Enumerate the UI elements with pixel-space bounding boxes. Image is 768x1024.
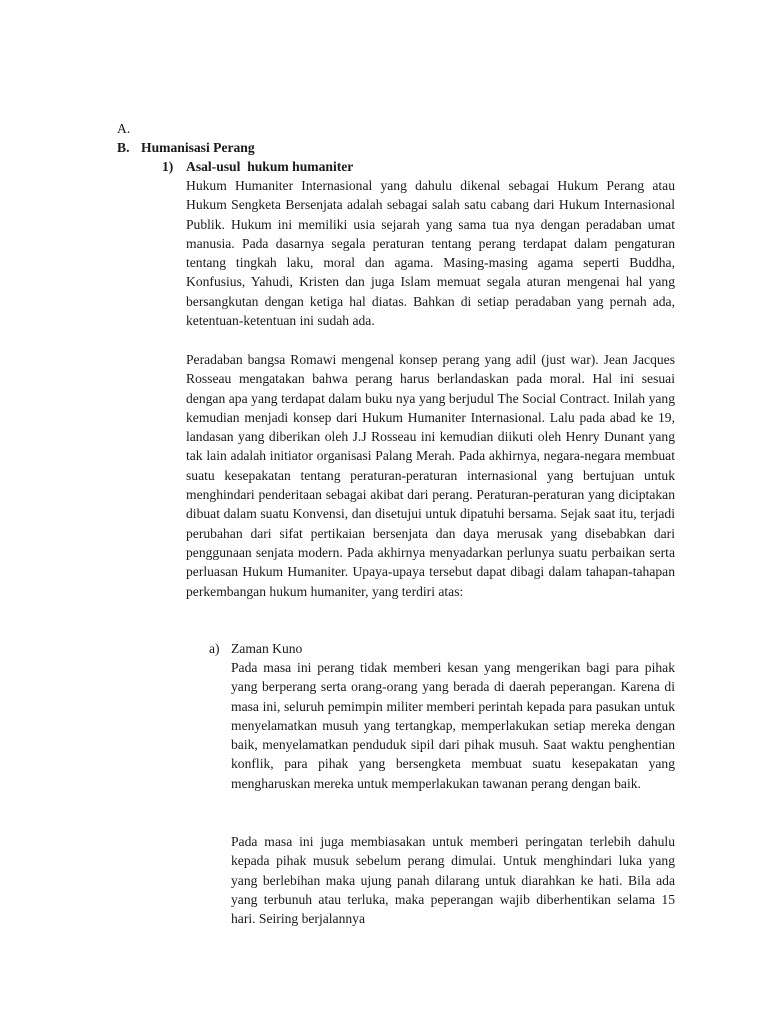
paragraph-peradaban-romawi: Peradaban bangsa Romawi mengenal konsep perang yang adil (just war). Jean Jacques Rosseau mengatakan bahwa perang harus berlandaskan pada moral. Hal ini sesuai dengan apa yang terdapat dalam buku nya yang berjudul The Social Contract. Inilah yang kemudian menjadi konsep dari Hukum Humaniter Internasional. Lalu pada abad ke 19, landasan yang diberikan oleh J.J Rosseau ini kemudian diikuti oleh Henry Dunant yang tak lain adalah initiator organisasi Palang Merah. Pada akhirnya, negara-negara membuat suatu kesepakatan tentang peraturan-peraturan internasional yang bertujuan untuk menghindari penderitaan sebagai akibat dari perang. Peraturan-peraturan yang diciptakan dibuat dalam suatu Konvensi, dan disetujui untuk dipatuhi bersama. Sejak saat itu, terjadi perubahan dari sifat pertikaian bersenjata dan daya merusak yang disebabkan dari penggunaan senjata modern. Pada akhirnya menyadarkan perlunya suatu perbaikan serta perluasan Hukum Humaniter. Upaya-upaya tersebut dapat dibagi dalam tahapan-tahapan perkembangan hukum humaniter, yang terdiri atas: <box>186 352 675 599</box>
subsection-1-title: Asal-usul hukum humaniter <box>186 159 354 174</box>
paragraph-zaman-kuno-1: Pada masa ini perang tidak memberi kesan yang mengerikan bagi para pihak yang berperang serta orang-orang yang berada di daerah peperangan. Karena di masa ini, seluruh pemimpin militer memberi perintah kepada para pasukan untuk menyelamatkan musuh yang tertangkap, memperlakukan setiap mereka dengan baik, menyelamatkan penduduk sipil dari pihak musuh. Saat waktu penghentian konflik, para pihak yang bersengketa membuat suatu kesepakatan yang mengharuskan mereka untuk memperlakukan tawanan perang dengan baik. <box>231 660 675 791</box>
paragraph-zaman-kuno-2: Pada masa ini juga membiasakan untuk memberi peringatan terlebih dahulu kepada pihak musuk sebelum perang dimulai. Untuk menghindari luka yang yang berlebihan maka ujung panah dilarang untuk diarahkan ke hati. Bila ada yang terbunuh atau terluka, maka peperangan wajib diberhentikan selama 15 hari. Seiring berjalannya <box>231 834 675 927</box>
paragraph-hukum-humaniter: Hukum Humaniter Internasional yang dahulu dikenal sebagai Hukum Perang atau Hukum Sengketa Bersenjata adalah sebagai salah satu cabang dari Hukum Internasional Publik. Hukum ini memiliki usia sejarah yang sama tua nya dengan peradaban umat manusia. Pada dasarnya segala peraturan tentang perang terdapat dalam pengaturan tentang tingkah laku, moral dan agama. Masing-masing agama seperti Buddha, Konfusius, Yahudi, Kristen dan juga Islam memuat segala aturan mengenai hal yang bersangkutan dengan ketiga hal diatas. Bahkan di setiap peradaban yang pernah ada, ketentuan-ketentuan ini sudah ada. <box>186 178 675 329</box>
section-b-label: B. <box>117 140 130 155</box>
section-b-title: Humanisasi Perang <box>141 140 255 155</box>
item-a-label: a) <box>209 641 220 656</box>
item-a-title: Zaman Kuno <box>231 641 303 656</box>
marker-a: A. <box>117 121 131 136</box>
subsection-1-label: 1) <box>162 159 174 174</box>
